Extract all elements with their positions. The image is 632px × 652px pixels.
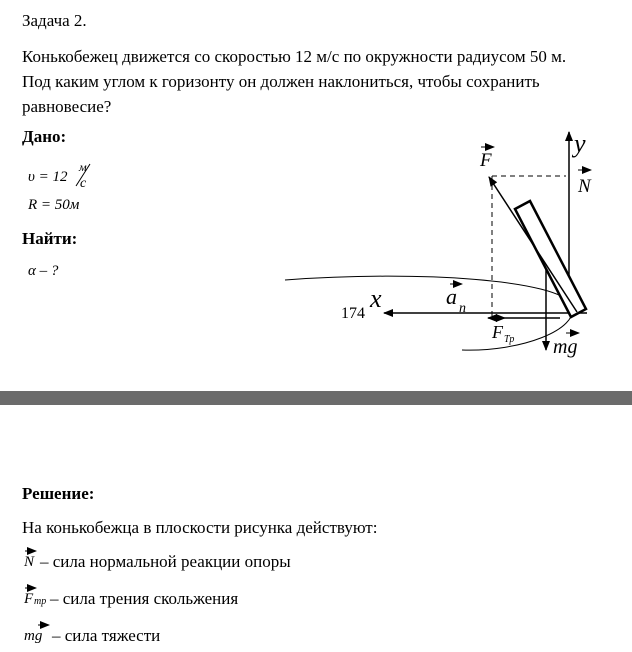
given-velocity-unit-num: м: [79, 160, 87, 174]
force-symbol-N: N: [24, 554, 35, 570]
label-ftr-subscript: Тр: [504, 334, 515, 345]
force-resultant-arrow: [489, 177, 577, 312]
force-symbol-mg: mg: [24, 628, 43, 644]
given-velocity: υ = 12: [28, 169, 68, 185]
given-radius: R = 50м: [28, 197, 80, 213]
label-an: a: [446, 284, 457, 309]
find-alpha: α – ?: [28, 263, 59, 279]
label-F: F: [480, 150, 492, 171]
task-text-line-2: Под каким углом к горизонту он должен наклониться, чтобы сохранить: [22, 72, 540, 91]
force-description: – сила тяжести: [52, 626, 161, 645]
force-description: – сила нормальной реакции опоры: [40, 552, 291, 571]
label-N: N: [578, 176, 591, 197]
fraction-slash: [76, 164, 90, 186]
label-an-subscript: n: [459, 301, 466, 316]
page-separator: [0, 391, 632, 405]
label-174: 174: [341, 305, 365, 322]
force-description: – сила трения скольжения: [50, 589, 239, 608]
task-title: Задача 2.: [22, 11, 87, 30]
label-y: y: [574, 129, 586, 158]
force-symbol-F-subscript: тр: [34, 596, 47, 607]
task-text-line-1: Конькобежец движется со скоростью 12 м/с по окружности радиусом 50 м.: [22, 47, 567, 66]
given-header: Дано:: [22, 127, 67, 146]
task-text-line-3: равновесие?: [22, 97, 112, 116]
force-symbol-F: F: [24, 591, 34, 607]
label-x: x: [370, 284, 382, 313]
solution-header: Решение:: [22, 484, 95, 503]
label-ftr: F: [492, 322, 503, 342]
given-velocity-unit-den: с: [80, 176, 87, 191]
skater-body: [515, 201, 586, 317]
label-mg: mg: [553, 336, 578, 358]
solution-intro: На конькобежца в плоскости рисунка действуют:: [22, 518, 378, 537]
find-header: Найти:: [22, 229, 78, 248]
